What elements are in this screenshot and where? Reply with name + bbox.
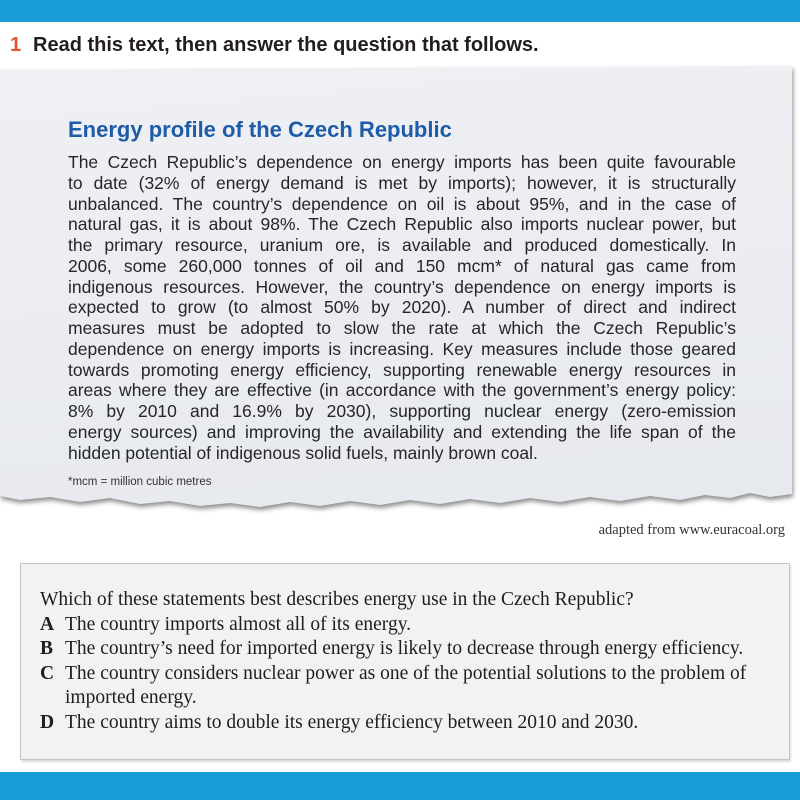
question-box [20,563,790,760]
option-letter: D [40,711,55,733]
option-line: The country aims to double its energy efficiency between 2010 and 2030. [65,711,639,733]
bottom-accent-bar [0,772,800,800]
article-footnote: *mcm = million cubic metres [68,476,212,488]
article-line: to date (32% of energy demand is met by imports); however, it is structurally [68,172,736,193]
article-body [68,152,736,463]
option-letter: B [40,638,54,659]
option-letter: C [40,662,55,684]
article-line: energy sources) and improving the availability and extending the life span of the [68,421,736,442]
option-line: imported energy. [65,687,197,708]
article-line: The Czech Republic’s dependence on energy imports has been quite favourable [68,152,736,172]
option-d [40,711,746,736]
option-line: The country imports almost all of its energy. [65,613,412,635]
option-text [65,711,638,736]
option-line: The country considers nuclear power as one of the potential solutions to the problem of [65,662,747,684]
question-content [40,588,746,735]
question-prompt: Which of these statements best describes energy use in the Czech Republic? [40,589,634,610]
option-line: The country’s need for imported energy is likely to decrease through energy efficiency. [65,638,744,659]
option-a [40,613,746,638]
article-line: dependence on energy imports is increasing. Key measures include those geared [68,338,736,359]
source-credit: adapted from www.euracoal.org [598,522,785,538]
article-line: measures must be adopted to slow the rate at which the Czech Republic’s [68,318,736,338]
option-letter: A [40,613,55,635]
article [0,66,792,511]
article-line: the primary resource, uranium ore, is available and produced domestically. In [68,235,736,255]
article-line: areas where they are effective (in accordance with the government’s energy policy: [68,380,736,401]
article-line: unbalanced. The country’s dependence on oil is about 95%, and in the case of [68,193,736,214]
top-accent-bar [0,0,800,22]
article-line: 8% by 2010 and 16.9% by 2030), supporting nuclear energy (zero-emission [68,401,736,421]
article-line: 2006, some 260,000 tonnes of oil and 150 mcm* of natural gas came from [68,255,736,276]
article-line: expected to grow (to almost 50% by 2020). A number of direct and indirect [68,297,736,318]
option-b [40,637,746,662]
option-text [65,637,743,662]
task-heading [10,33,539,57]
option-c [40,662,746,711]
option-text [65,613,411,638]
option-text [65,662,746,711]
article-line: hidden potential of indigenous solid fuels, mainly brown coal. [68,442,538,463]
article-line: towards promoting energy efficiency, supporting renewable energy resources in [68,359,736,380]
task-number: 1 [10,34,22,56]
article-title: Energy profile of the Czech Republic [68,117,452,142]
article-line: indigenous resources. However, the country’s dependence on energy imports is [68,276,736,297]
article-line: natural gas, it is about 98%. The Czech Republic also imports nuclear power, but [68,214,736,235]
task-instruction: Read this text, then answer the question that follows. [33,34,539,56]
